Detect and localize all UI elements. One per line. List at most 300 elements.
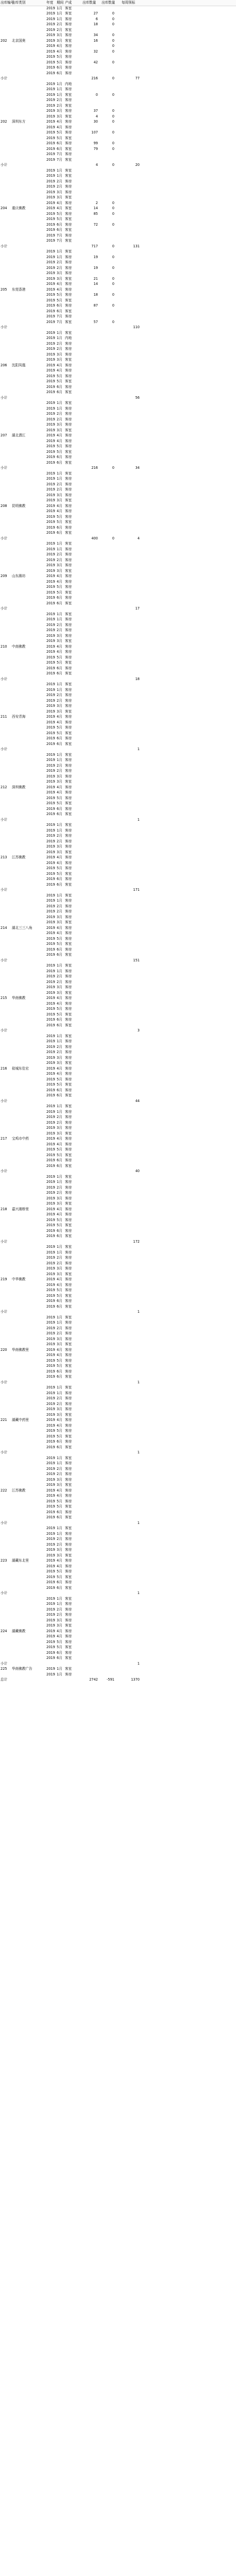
row-month: 6月 <box>57 525 62 530</box>
row-year: 2019 <box>46 633 55 638</box>
table-row <box>0 811 236 817</box>
row-year: 2019 <box>46 1163 55 1168</box>
subtotal-label: 小计 <box>1 888 8 892</box>
table-row <box>0 969 236 974</box>
table-row <box>0 151 236 157</box>
table-row <box>0 1666 236 1672</box>
table-row <box>0 422 236 428</box>
table-row <box>0 1618 236 1623</box>
row-month: 1月 <box>57 1455 62 1460</box>
row-year: 2019 <box>46 1391 55 1395</box>
row-category: 客房 <box>65 1320 72 1325</box>
row-category: 客房 <box>65 715 72 719</box>
table-row <box>0 1207 236 1212</box>
row-month: 1月 <box>57 969 62 973</box>
subtotal-weekly: 4 <box>137 536 140 540</box>
row-month: 1月 <box>57 92 62 97</box>
row-year: 2019 <box>46 1564 55 1568</box>
row-name: 山东潍坊 <box>12 574 26 578</box>
subtotal-qty-2: 0 <box>112 76 114 80</box>
row-category: 客房 <box>65 1088 72 1092</box>
row-category: 客室 <box>65 195 72 199</box>
row-year: 2019 <box>46 298 55 302</box>
row-month: 6月 <box>57 666 62 670</box>
row-month: 2月 <box>57 482 62 486</box>
row-category: 客房 <box>65 444 72 448</box>
table-row <box>0 1650 236 1656</box>
table-row <box>0 108 236 114</box>
table-row <box>0 1298 236 1304</box>
row-category: 客室 <box>65 1623 72 1628</box>
subtotal-weekly: 1 <box>137 1661 140 1666</box>
row-month: 5月 <box>57 444 62 448</box>
row-year: 2019 <box>46 125 55 129</box>
table-row <box>0 1044 236 1050</box>
row-category: 客房 <box>65 947 72 952</box>
row-category: 客室 <box>65 168 72 173</box>
row-year: 2019 <box>46 1542 55 1547</box>
row-month: 3月 <box>57 779 62 784</box>
row-category: 客房 <box>65 844 72 849</box>
table-row <box>0 1228 236 1234</box>
row-year: 2019 <box>46 834 55 838</box>
row-category: 客房 <box>65 1282 72 1287</box>
row-category: 客室 <box>65 752 72 757</box>
grand-total-qty-2: -591 <box>107 1677 114 1682</box>
table-row <box>0 1569 236 1574</box>
table-row <box>0 1607 236 1613</box>
row-month: 5月 <box>57 801 62 805</box>
table-row <box>0 709 236 715</box>
row-code: 219 <box>1 1277 7 1281</box>
row-year: 2019 <box>46 763 55 768</box>
table-row <box>0 281 236 287</box>
row-year: 2019 <box>46 1342 55 1346</box>
row-year: 2019 <box>46 931 55 935</box>
table-row <box>0 1347 236 1353</box>
table-row <box>0 1039 236 1044</box>
table-row <box>0 1585 236 1591</box>
row-year: 2019 <box>46 1234 55 1238</box>
table-row <box>0 682 236 687</box>
row-month: 4月 <box>57 1494 62 1498</box>
row-month: 5月 <box>57 660 62 665</box>
row-category: 客室 <box>65 942 72 946</box>
table-row <box>0 666 236 671</box>
row-month: 5月 <box>57 1574 62 1579</box>
table-row <box>0 1417 236 1423</box>
header-month: 期间 <box>57 1 64 5</box>
row-month: 1月 <box>57 1039 62 1043</box>
row-category: 客房 <box>65 790 72 794</box>
table-row <box>0 622 236 628</box>
table-row <box>0 725 236 731</box>
row-category: 客房 <box>65 925 72 930</box>
table-row <box>0 119 236 125</box>
row-name: 湖藏中药里 <box>12 1418 29 1422</box>
row-month: 6月 <box>57 1445 62 1449</box>
row-qty: 4 <box>95 114 98 118</box>
table-row <box>0 1153 236 1158</box>
row-qty: 6 <box>95 16 98 21</box>
row-month: 3月 <box>57 1548 62 1552</box>
row-year: 2019 <box>46 1455 55 1460</box>
subtotal-row <box>0 465 236 471</box>
row-year: 2019 <box>46 1061 55 1065</box>
row-category: 客房 <box>65 1039 72 1043</box>
row-month: 3月 <box>57 1477 62 1482</box>
row-month: 1月 <box>57 1104 62 1108</box>
row-qty: 85 <box>93 211 98 216</box>
row-qty: 2 <box>95 200 98 205</box>
row-month: 4月 <box>57 855 62 859</box>
row-category: 客室 <box>65 568 72 573</box>
row-year: 2019 <box>46 639 55 643</box>
row-month: 6月 <box>57 222 62 227</box>
row-year: 2019 <box>46 412 55 416</box>
table-row <box>0 1233 236 1239</box>
row-category: 客室 <box>65 1645 72 1649</box>
row-year: 2019 <box>46 1142 55 1146</box>
row-year: 2019 <box>46 990 55 995</box>
row-year: 2019 <box>46 482 55 486</box>
row-category: 客房 <box>65 1353 72 1357</box>
row-month: 5月 <box>57 655 62 659</box>
row-year: 2019 <box>46 303 55 308</box>
row-category: 客房 <box>65 109 72 113</box>
table-row <box>0 352 236 358</box>
row-month: 1月 <box>57 401 62 405</box>
row-month: 4月 <box>57 785 62 789</box>
row-name: 昆明佛教 <box>12 503 26 508</box>
table-row <box>0 1320 236 1326</box>
row-year: 2019 <box>46 222 55 227</box>
row-qty-2: 0 <box>112 319 114 324</box>
subtotal-label: 小计 <box>1 1450 8 1454</box>
row-category: 客室 <box>65 1163 72 1168</box>
row-code: 221 <box>1 1418 7 1422</box>
row-year: 2019 <box>46 979 55 984</box>
row-month: 2月 <box>57 1607 62 1612</box>
row-qty-2: 0 <box>112 293 114 297</box>
row-year: 2019 <box>46 693 55 697</box>
row-month: 6月 <box>57 1304 62 1309</box>
row-year: 2019 <box>46 671 55 675</box>
row-year: 2019 <box>46 1477 55 1482</box>
row-category: 客房 <box>65 363 72 367</box>
row-category: 客室 <box>65 953 72 957</box>
row-month: 1月 <box>57 11 62 15</box>
row-year: 2019 <box>46 195 55 199</box>
row-month: 1月 <box>57 1526 62 1530</box>
row-year: 2019 <box>46 141 55 145</box>
row-year: 2019 <box>46 1645 55 1649</box>
row-category: 客房 <box>65 839 72 843</box>
row-category: 客房 <box>65 384 72 389</box>
table-row <box>0 1131 236 1137</box>
row-month: 1月 <box>57 1180 62 1184</box>
table-row <box>0 1401 236 1407</box>
table-row <box>0 363 236 368</box>
row-year: 2019 <box>46 1650 55 1655</box>
row-category: 客房 <box>65 211 72 216</box>
row-month: 2月 <box>57 974 62 978</box>
row-month: 1月 <box>57 541 62 546</box>
row-year: 2019 <box>46 904 55 908</box>
row-category: 客室 <box>65 1445 72 1449</box>
row-category: 客室 <box>65 823 72 827</box>
subtotal-qty: 4 <box>95 163 98 167</box>
row-month: 5月 <box>57 731 62 735</box>
table-row <box>0 1223 236 1228</box>
row-year: 2019 <box>46 947 55 952</box>
row-month: 5月 <box>57 1223 62 1227</box>
row-year: 2019 <box>46 1531 55 1536</box>
table-row <box>0 54 236 60</box>
row-month: 3月 <box>57 1342 62 1346</box>
row-qty: 16 <box>93 38 98 43</box>
table-row <box>0 963 236 969</box>
table-row <box>0 27 236 33</box>
row-category: 客室 <box>65 114 72 118</box>
table-row <box>0 184 236 190</box>
row-month: 2月 <box>57 763 62 768</box>
row-year: 2019 <box>46 525 55 530</box>
row-year: 2019 <box>46 1109 55 1114</box>
row-year: 2019 <box>46 1656 55 1660</box>
row-year: 2019 <box>46 455 55 459</box>
row-category: 客室 <box>65 1201 72 1206</box>
row-category: 客室 <box>65 1342 72 1346</box>
row-category: 客室 <box>65 1293 72 1298</box>
row-month: 2月 <box>57 1537 62 1541</box>
table-row <box>0 1596 236 1602</box>
row-code: 224 <box>1 1629 7 1633</box>
row-year: 2019 <box>46 276 55 281</box>
row-qty-2: 0 <box>112 206 114 210</box>
row-month: 5月 <box>57 866 62 870</box>
table-row <box>0 741 236 747</box>
row-category: 客室 <box>65 309 72 313</box>
table-row <box>0 482 236 487</box>
row-year: 2019 <box>46 217 55 221</box>
row-year: 2019 <box>46 417 55 421</box>
row-category: 客房 <box>65 293 72 297</box>
table-row <box>0 298 236 303</box>
table-row <box>0 1066 236 1072</box>
row-year: 2019 <box>46 1607 55 1612</box>
table-row <box>0 1342 236 1347</box>
row-month: 3月 <box>57 114 62 118</box>
row-month: 2月 <box>57 552 62 556</box>
row-month: 6月 <box>57 741 62 746</box>
table-row <box>0 1315 236 1320</box>
row-year: 2019 <box>46 622 55 627</box>
grand-total-label: 总计 <box>1 1677 8 1682</box>
row-year: 2019 <box>46 1375 55 1379</box>
subtotal-label: 小计 <box>1 817 8 822</box>
row-year: 2019 <box>46 801 55 805</box>
table-row <box>0 1326 236 1331</box>
row-month: 3月 <box>57 1336 62 1341</box>
row-month: 2月 <box>57 698 62 703</box>
row-qty: 30 <box>93 120 98 124</box>
row-month: 6月 <box>57 1439 62 1444</box>
row-year: 2019 <box>46 860 55 865</box>
table-row <box>0 844 236 850</box>
row-category: 客房 <box>65 130 72 134</box>
table-row <box>0 1071 236 1077</box>
table-row <box>0 763 236 769</box>
row-year: 2019 <box>46 368 55 372</box>
row-category: 客室 <box>65 779 72 784</box>
row-year: 2019 <box>46 1077 55 1081</box>
row-month: 1月 <box>57 249 62 253</box>
row-category: 客房 <box>65 1191 72 1195</box>
row-category: 客房 <box>65 1261 72 1265</box>
row-year: 2019 <box>46 877 55 881</box>
table-row <box>0 1634 236 1639</box>
table-row <box>0 179 236 184</box>
row-month: 2月 <box>57 1120 62 1125</box>
table-row <box>0 130 236 135</box>
table-row <box>0 1455 236 1461</box>
row-month: 6月 <box>57 65 62 70</box>
table-row <box>0 1060 236 1066</box>
subtotal-qty-2: 0 <box>112 466 114 470</box>
subtotal-row <box>0 536 236 541</box>
row-month: 5月 <box>57 130 62 134</box>
row-month: 6月 <box>57 531 62 535</box>
table-row <box>0 379 236 384</box>
row-year: 2019 <box>46 146 55 151</box>
row-year: 2019 <box>46 552 55 556</box>
row-month: 5月 <box>57 1077 62 1081</box>
table-row <box>0 476 236 482</box>
row-month: 2月 <box>57 27 62 32</box>
row-year: 2019 <box>46 1639 55 1644</box>
row-month: 1月 <box>57 16 62 21</box>
table-row <box>0 276 236 282</box>
row-year: 2019 <box>46 823 55 827</box>
row-year: 2019 <box>46 493 55 497</box>
row-category: 客房 <box>65 509 72 513</box>
row-month: 2月 <box>57 979 62 984</box>
table-row <box>0 1120 236 1126</box>
row-category: 客室 <box>65 1526 72 1530</box>
subtotal-weekly: 1 <box>137 747 140 751</box>
row-month: 6月 <box>57 806 62 811</box>
row-category: 客房 <box>65 1488 72 1493</box>
row-qty: 21 <box>93 276 98 281</box>
table-row <box>0 850 236 855</box>
row-category: 客房 <box>65 493 72 497</box>
row-year: 2019 <box>46 384 55 389</box>
row-year: 2019 <box>46 628 55 632</box>
row-name: 湖北潜江 <box>12 433 26 437</box>
header-n2: 出库数量 <box>102 1 115 5</box>
row-year: 2019 <box>46 152 55 156</box>
row-year: 2019 <box>46 1277 55 1281</box>
table-row <box>0 660 236 666</box>
subtotal-row <box>0 1661 236 1667</box>
row-month: 4月 <box>57 1137 62 1141</box>
row-month: 4月 <box>57 200 62 205</box>
row-month: 6月 <box>57 309 62 313</box>
row-year: 2019 <box>46 936 55 941</box>
row-category: 客房 <box>65 1602 72 1606</box>
table-row <box>0 1336 236 1342</box>
row-month: 2月 <box>57 1542 62 1547</box>
row-category: 客房 <box>65 1423 72 1428</box>
row-category: 客室 <box>65 963 72 968</box>
row-qty-2: 0 <box>112 146 114 151</box>
row-category: 客室 <box>65 812 72 816</box>
table-row <box>0 1531 236 1537</box>
subtotal-label: 小计 <box>1 76 8 80</box>
row-month: 2月 <box>57 1044 62 1049</box>
row-category: 客室 <box>65 1315 72 1319</box>
table-row <box>0 1352 236 1358</box>
row-category: 客室 <box>65 498 72 502</box>
row-month: 5月 <box>57 1288 62 1292</box>
row-year: 2019 <box>46 1196 55 1200</box>
row-month: 1月 <box>57 687 62 692</box>
row-category: 客房 <box>65 98 72 102</box>
row-year: 2019 <box>46 985 55 989</box>
row-category: 客房 <box>65 233 72 238</box>
row-month: 3月 <box>57 1412 62 1417</box>
table-row <box>0 1385 236 1391</box>
row-month: 1月 <box>57 758 62 762</box>
subtotal-row <box>0 958 236 963</box>
table-row <box>0 1293 236 1299</box>
row-month: 3月 <box>57 352 62 357</box>
table-row <box>0 357 236 363</box>
row-year: 2019 <box>46 287 55 292</box>
row-month: 6月 <box>57 1375 62 1379</box>
row-month: 5月 <box>57 795 62 800</box>
table-row <box>0 227 236 233</box>
header-n1: 出库数量 <box>82 1 96 5</box>
row-month: 2月 <box>57 1326 62 1330</box>
subtotal-weekly: 1 <box>137 1450 140 1454</box>
row-year: 2019 <box>46 612 55 616</box>
row-year: 2019 <box>46 557 55 562</box>
row-year: 2019 <box>46 449 55 454</box>
row-month: 3月 <box>57 190 62 194</box>
row-category: 客室 <box>65 276 72 281</box>
table-row <box>0 785 236 790</box>
subtotal-label: 小计 <box>1 1591 8 1595</box>
row-month: 1月 <box>57 1109 62 1114</box>
table-row <box>0 1428 236 1434</box>
subtotal-label: 小计 <box>1 1380 8 1384</box>
row-year: 2019 <box>46 1293 55 1298</box>
row-month: 2月 <box>57 487 62 492</box>
row-category: 客房 <box>65 1126 72 1130</box>
row-year: 2019 <box>46 590 55 595</box>
subtotal-label: 小计 <box>1 395 8 400</box>
row-month: 3月 <box>57 990 62 995</box>
row-category: 客房 <box>65 974 72 978</box>
row-month: 4月 <box>57 363 62 367</box>
row-month: 5月 <box>57 936 62 941</box>
subtotal-label: 小计 <box>1 1310 8 1314</box>
subtotal-qty-2: 0 <box>112 244 114 248</box>
row-month: 2月 <box>57 622 62 627</box>
row-month: 6月 <box>57 1580 62 1584</box>
